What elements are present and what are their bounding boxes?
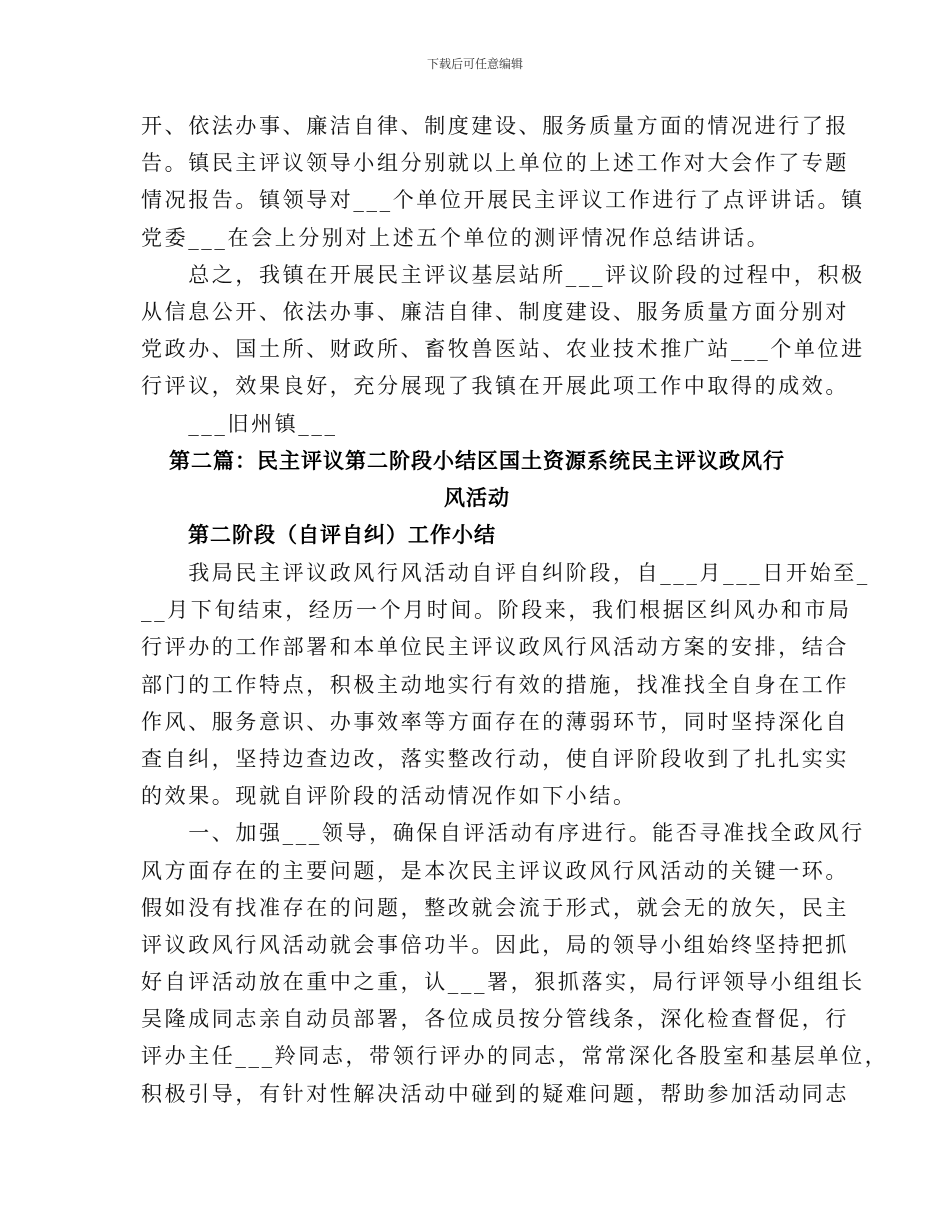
text-line: 一、加强___领导，确保自评活动有序进行。能否寻准找全政风行 xyxy=(141,821,865,846)
text-line: 假如没有找准存在的问题，整改就会流于形式，就会无的放矢，民主 xyxy=(141,895,849,920)
text-line: 评办主任___羚同志，带领行评办的同志，常常深化各股室和基层单位， xyxy=(141,1044,889,1069)
text-line: 我局民主评议政风行风活动自评自纠阶段，自___月___日开始至_ xyxy=(141,561,870,585)
text-line: 积极引导，有针对性解决活动中碰到的疑难问题，帮助参加活动同志 xyxy=(141,1081,849,1106)
text-line: ___旧州镇___ xyxy=(141,411,338,436)
text-line: 总之，我镇在开展民主评议基层站所___评议阶段的过程中，积极 xyxy=(141,262,865,287)
text-line: 查自纠，坚持边查边改，落实整改行动，使自评阶段收到了扎扎实实 xyxy=(141,746,849,771)
text-line: 开、依法办事、廉洁自律、制度建设、服务质量方面的情况进行了报 xyxy=(141,114,849,138)
text-line: 党委___在会上分别对上述五个单位的测评情况作总结讲话。 xyxy=(141,225,771,250)
section-subheading: 第二阶段（自评自纠）工作小结 xyxy=(188,523,496,547)
text-line: 情况报告。镇领导对___个单位开展民主评议工作进行了点评讲话。镇 xyxy=(141,188,865,213)
text-line: __月下旬结束，经历一个月时间。阶段来，我们根据区纠风办和市局 xyxy=(141,598,852,623)
text-line: 从信息公开、依法办事、廉洁自律、制度建设、服务质量方面分别对 xyxy=(141,299,849,324)
text-line: 党政办、国土所、财政所、畜牧兽医站、农业技术推广站___个单位进 xyxy=(141,337,865,362)
text-line: 行评议，效果良好，充分展现了我镇在开展此项工作中取得的成效。 xyxy=(141,374,849,399)
section1-body xyxy=(141,108,865,443)
text-line: 作风、服务意识、办事效率等方面存在的薄弱环节，同时坚持深化自 xyxy=(141,709,849,734)
chapter-title-line2: 风活动 xyxy=(444,486,510,510)
page-header-note: 下载后可任意编辑 xyxy=(426,57,523,71)
text-line: 行评办的工作部署和本单位民主评议政风行风活动方案的安排，结合 xyxy=(141,635,849,660)
chapter-title xyxy=(141,443,813,517)
text-line: 部门的工作特点，积极主动地实行有效的措施，找准找全自身在工作 xyxy=(141,672,849,697)
text-line: 风方面存在的主要问题，是本次民主评议政风行风活动的关键一环。 xyxy=(141,858,849,883)
chapter-title-line1: 第二篇：民主评议第二阶段小结区国土资源系统民主评议政风行 xyxy=(169,449,785,473)
text-line: 评议政风行风活动就会事倍功半。因此，局的领导小组始终坚持把抓 xyxy=(141,932,849,957)
text-line: 的效果。现就自评阶段的活动情况作如下小结。 xyxy=(141,784,637,809)
text-line: 好自评活动放在重中之重，认___署，狠抓落实，局行评领导小组组长 xyxy=(141,970,865,995)
text-line: 吴隆成同志亲自动员部署，各位成员按分管线条，深化检查督促，行 xyxy=(141,1007,849,1032)
text-line: 告。镇民主评议领导小组分别就以上单位的上述工作对大会作了专题 xyxy=(141,151,849,176)
section2-body xyxy=(141,555,889,1113)
